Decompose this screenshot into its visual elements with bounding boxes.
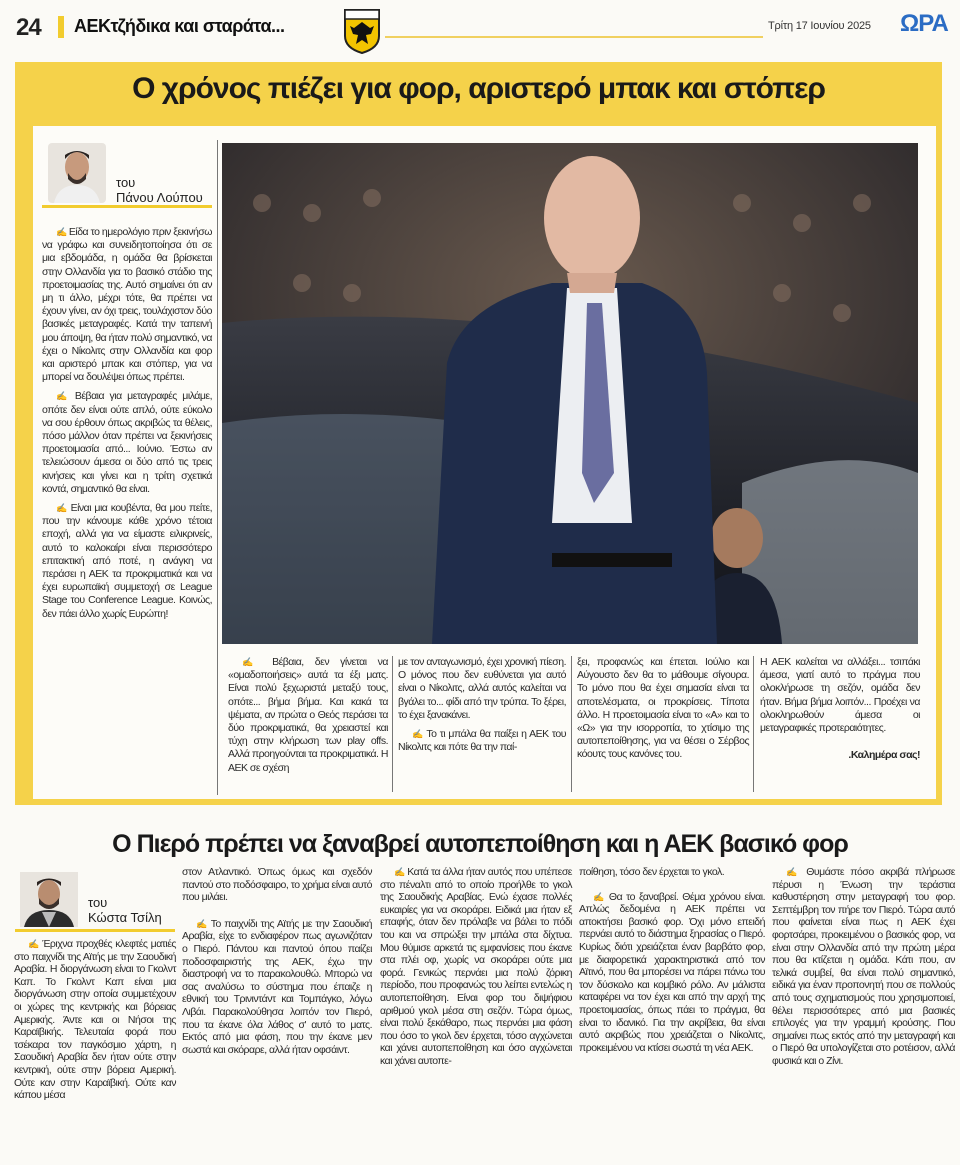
- article-1-column-4: [577, 656, 749, 768]
- paragraph: Θυμάστε πόσο ακριβά πλήρωσε πέρυσι η Ένωση την τεράστια καθυστέρηση στην μεταγραφή του φορ. Σεπτέμβρη τον πήρε τον Πιερό. Τώρα αυτό που φαίνεται είναι πως η ΑΕΚ έχει φορτσάρει, προκειμένου ο βασικός φορ, να είναι στην Ολλανδία από την πρώτη μέρα που θα κτίζεται η ομάδα. Κάτι που, αν τελικά συμβεί, θα είναι πολύ σημαντικό, ειδικά για έναν προπονητή που σε πολλούς από τους σχηματισμούς που χρησιμοποιεί, θέλει περισσότερες από μια βασικές επιλογές για την γραμμή κρούσης. Που σημαίνει πως εκτός από την μεταγραφή και ο Πιερό θα υπολογίζεται στο ροτέισον, αλλά φυσικά και ο Ζίνι.: [772, 866, 955, 1067]
- column-divider: [753, 656, 754, 792]
- author-byline: [88, 895, 162, 925]
- article-1-photo-coach: [222, 143, 918, 644]
- article-2-column-1: [14, 938, 176, 1110]
- newspaper-logo: ΩΡΑ: [900, 10, 948, 37]
- aek-crest-logo: [342, 8, 382, 54]
- paragraph: Θα το ξαναβρεί. Θέμα χρόνου είναι. Απλώς δεδομένα η ΑΕΚ πρέπει να αποκτήσει βασικό φορ. Όχι μόνο επειδή περνάει αυτό το διάστημα ξηρασίας ο Πιερό. Κυρίως διότι χρειάζεται έναν βαρβάτο φορ, με διαφορετικά χαρακτηριστικά από τον Αϊτινό, που θα μπορέσει να πάρει πάνω του τον δύσκολο και κομβικό ρόλο. Αν μάλιστα καταφέρει να τον έχει και από την αρχή της προετοιμασίας, όπως πάει το πράγμα, θα είναι το ιδανικό. Για την ακρίβεια, θα είναι αυτό ακριβώς που χρειάζεται ο Νίκολιτς, προκειμένου να κτίσει σωστά τη νέα ΑΕΚ.: [579, 890, 765, 1054]
- header-rule: [385, 36, 763, 38]
- column-divider: [571, 656, 572, 792]
- article-1-column-3: [398, 656, 566, 760]
- author-prefix: του: [116, 175, 136, 190]
- column-divider: [392, 656, 393, 792]
- paragraph: ξει, προφανώς και έπεται. Ιούλιο και Αύγουστο δεν θα το μάθουμε σίγουρα. Το μόνο που θα έχει σημασία είναι τα αποτελέσματα, οι προκρίσεις. Τίποτα άλλο. Η προετοιμασία είναι το «Α» και το «Ω» για την ισορροπία, το χτίσιμο της αυτοπεποίθησης, για να θέσει ο Σέρβος κόουτς τους κανόνες του.: [577, 656, 749, 761]
- pen-icon: ✍: [196, 918, 211, 929]
- author-photo-tsilis: [20, 872, 78, 927]
- paragraph: Βέβαια, δεν γίνεται να «ομαδοποιήσεις» αυτά τα έξι ματς. Είναι πολύ ξεχωριστά μεταξύ τους, οπότε... βήμα βήμα. Και κακά τα ψέματα, αν πρώτα ο Θεός περάσει τα δύο προκριματικά, θα χρειαστεί και τύχη στην κλήρωση των play offs. Αλλά προηγούνται τα προκριματικά. Η ΑΕΚ σε σχέση: [228, 656, 388, 774]
- paragraph: Το τι μπάλα θα παίξει η ΑΕΚ του Νίκολιτς και πότε θα την παί-: [398, 728, 566, 754]
- paragraph: με τον ανταγωνισμό, έχει χρονική πίεση. Ο μόνος που δεν ευθύνεται για αυτό είναι ο Νίκολιτς, αλλά αυτός καλείται να βγάλει το... φίδι από την τρύπα. Το ξέρει, το έχει ξανακάνει.: [398, 656, 566, 721]
- issue-date: Τρίτη 17 Ιουνίου 2025: [768, 20, 871, 32]
- pen-icon: ✍: [394, 867, 408, 877]
- author-name: Πάνου Λούπου: [116, 190, 203, 205]
- section-title: ΑΕΚτζήδικα και σταράτα...: [74, 16, 285, 36]
- column-divider: [217, 140, 218, 795]
- author-underline: [15, 929, 175, 932]
- pen-icon: ✍: [28, 939, 43, 949]
- pen-icon: ✍: [56, 227, 69, 237]
- article-1-column-1: [42, 226, 212, 627]
- author-byline: [116, 175, 203, 205]
- article-2-column-4: [579, 866, 765, 1062]
- pen-icon: ✍: [412, 729, 427, 740]
- pen-icon: ✍: [242, 657, 273, 667]
- article-2-column-5: [772, 866, 955, 1076]
- page-number: 24: [16, 14, 41, 41]
- article-2-column-2: [182, 866, 372, 1064]
- pen-icon: ✍: [786, 867, 807, 877]
- author-prefix: του: [88, 895, 108, 910]
- paragraph: Είναι μια κουβέντα, θα μου πείτε, που την κάνουμε κάθε χρόνο τέτοια εποχή, αλλά για να είμαστε ειλικρινείς, αυτό το καλοκαίρι είναι περισσότερο επιτακτική από ποτέ, η ανάγκη να περάσει η ΑΕΚ τα προκριματικά και να έχει ευρωπαϊκή συμμετοχή σε League Stage του Conference League. Κοινώς, δεν πάει άλλο χωρίς Ευρώπη!: [42, 502, 212, 620]
- page-number-bar: [58, 16, 64, 38]
- paragraph: Κατά τα άλλα ήταν αυτός που υπέπεσε στο πέναλτι από το οποίο προήλθε το γκολ της Σαουδικής Αραβίας. Ενώ έχασε πολλές ευκαιρίες για να σκοράρει. Ειδικά μια ήταν εξ επαφής, όταν δεν πρόλαβε να βάλει το πόδι του και να σπρώξει την μπάλα στα δίχτυα. Μου θύμισε αρκετά τις εμφανίσεις που έκανε στα πλέι οφ, χωρίς να σκοράρει ούτε μια φορά. Γενικώς περνάει μια πολύ ζόρικη περίοδο, που προφανώς του λείπει εντελώς η αυτοπεποίθηση. Είναι φορ του διψήφιου αριθμού γκολ μέσα στη σεζόν. Τώρα όμως, είναι πολύ ξεκάθαρο, πως περνάει μια φάση που όσο το γκολ δεν έρχεται, τόσο αγχώνεται και χάνει αυτοπεποίθηση και όσο αγχώνεται και χάνει αυτοπε-: [380, 866, 572, 1067]
- signoff: .Καλημέρα σας!: [848, 749, 920, 762]
- article-1-headline: Ο χρόνος πιέζει για φορ, αριστερό μπακ και στόπερ: [132, 72, 825, 105]
- pen-icon: ✍: [593, 891, 609, 902]
- paragraph: Έριχνα προχθές κλεφτές ματιές στο παιχνίδι της Αϊτής με την Σαουδική Αραβία. Η διοργάνωση είναι το Γκολντ Καπ. Το Γκολντ Καπ είναι μια διοργάνωση στην οποία συμμετέχουν οι χώρες της κεντρικής και βόρειας Αμερικής. Άντε και οι Νήσοι της Καραϊβικής. Τελευταία φορά που τσέκαρα τον παγκόσμιο χάρτη, η Σαουδική Αραβία δεν ήταν ούτε στην κεντρική, ούτε στην βόρεια Αμερική. Ούτε καν στην Καραϊβική. Ούτε καν κάπου μέσα: [14, 938, 176, 1102]
- article-1-column-5: [760, 656, 920, 762]
- author-name: Κώστα Τσίλη: [88, 910, 162, 925]
- paragraph: ποίθηση, τόσο δεν έρχεται το γκολ.: [579, 866, 725, 878]
- article-1-column-2: [228, 656, 388, 781]
- paragraph: Είδα το ημερολόγιο πριν ξεκινήσω να γράφω και συνειδητοποίησα ότι σε μια εβδομάδα, η ομάδα θα βρίσκεται στην Ολλανδία για το βασικό στάδιο της προετοιμασίας της. Αυτό σημαίνει ότι αν μη τι άλλο, μέχρι τότε, θα πρέπει να έχουν γίνει, αν όχι τρεις, τουλάχιστον δύο βασικές μεταγραφές. Κατά την ταπεινή μου άποψη, θα ήταν πολύ σημαντικό, να έχει ο Νίκολιτς στην Ολλανδία και φορ και αριστερό μπακ και στόπερ, για να μπορεί να δουλέψει όπως πρέπει.: [42, 226, 212, 384]
- article-2-column-3: [380, 866, 572, 1076]
- pen-icon: ✍: [56, 391, 75, 402]
- pen-icon: ✍: [56, 503, 71, 514]
- author-underline: [42, 205, 212, 208]
- paragraph: Η ΑΕΚ καλείται να αλλάξει... τσιπάκι άμεσα, γιατί αυτό το πράγμα που ολοκλήρωσε τη σεζόν, ομάδα δεν ήταν. Βήμα βήμα λοιπόν... Προέχει να ολοκληρωθούν άμεσα οι μεταγραφικές προτεραιότητες.: [760, 656, 920, 735]
- paragraph: Το παιχνίδι της Αϊτής με την Σαουδική Αραβία, είχε το ενδιαφέρον πως αγωνιζόταν ο Πιερό. Πάντου και παντού όπου παίζει ποδοσφαιριστής της ΑΕΚ, έχω την διαστροφή να το παρακολουθώ. Μπορώ να σας αναλύσω το σύστημα που έπαιζε η εθνική του Τρινιντάντ και Τομπάγκο, λόγω Λιβάι. Παρακολούθησα λοιπόν τον Πιερό, που τα έκανε όλα λάθος σ' αυτό το ματς. Εκτός από μια φάση, που την έκανε μεν σωστά και σκόραρε, αλλά ήταν οφσάιντ.: [182, 917, 372, 1056]
- article-2-headline: Ο Πιερό πρέπει να ξαναβρεί αυτοπεποίθηση και η ΑΕΚ βασικό φορ: [112, 830, 848, 858]
- paragraph: Βέβαια για μεταγραφές μιλάμε, οπότε δεν είναι ούτε απλό, ούτε εύκολο να σου έρθουν όπως ακριβώς τα θέλεις, πόσο μάλλον όταν πρέπει να ξεκινήσεις προετοιμασία από... Ιούνιο. Έστω αν τελειώσουν άμεσα οι δύο από τις τρεις κινήσεις και γίνει και η τρίτη σχετικά κοντά, σημαντικό θα είναι.: [42, 390, 213, 495]
- author-photo-loupos: [48, 143, 106, 203]
- paragraph: στον Ατλαντικό. Όπως όμως και σχεδόν παντού στο ποδόσφαιρο, το χρήμα είναι αυτό που μιλάει.: [182, 866, 372, 904]
